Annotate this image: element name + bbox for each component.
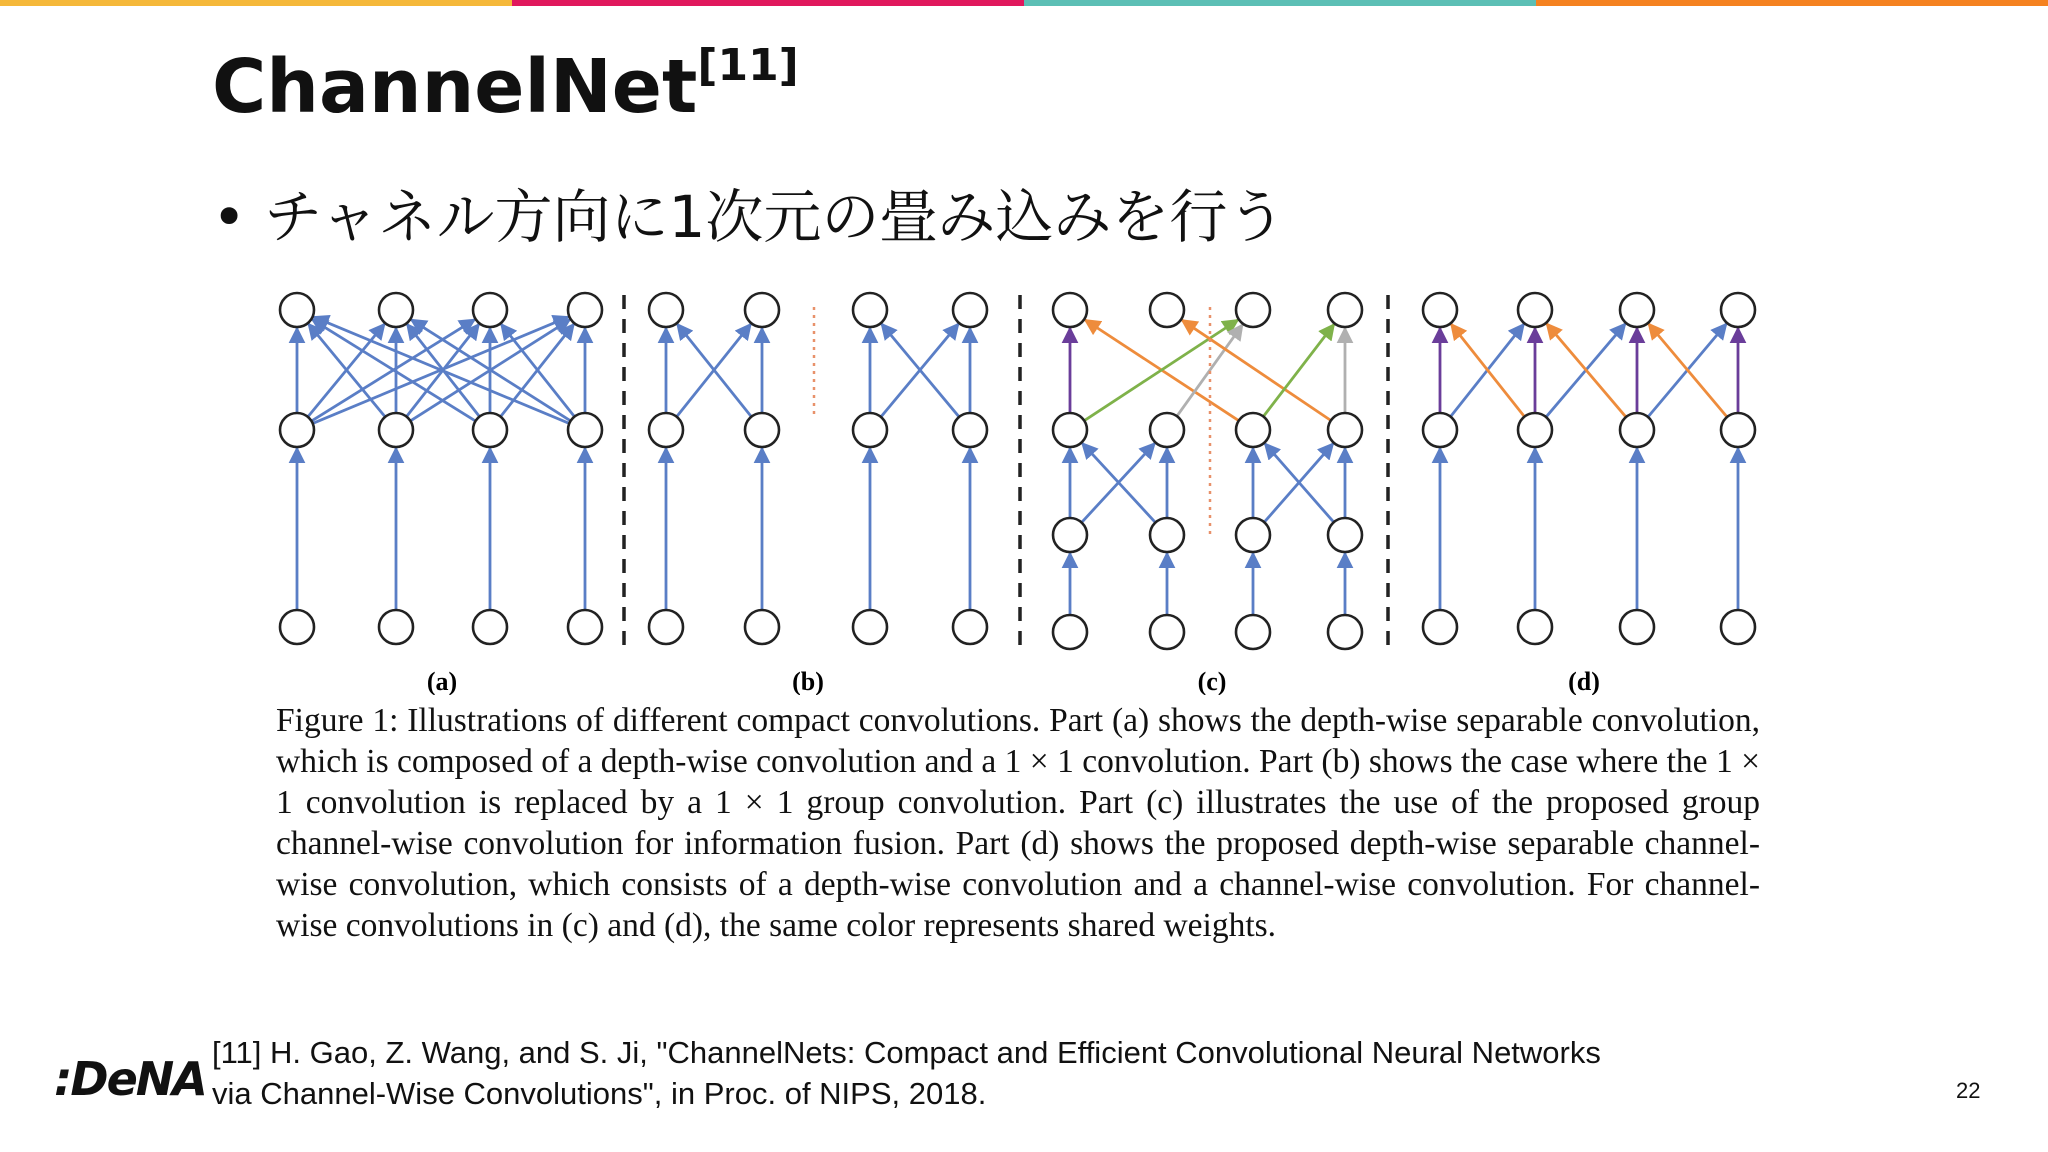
node-a-top: [473, 293, 507, 327]
node-c-low: [1053, 518, 1087, 552]
node-d-bottom: [1620, 610, 1654, 644]
top-color-stripe: [0, 0, 2048, 6]
figure-caption: Figure 1: Illustrations of different compact convolutions. Part (a) shows the depth-wise separable convolution, which is composed of a depth-wise convolution and a 1 × 1 convolution. Part (b) shows the case where the 1 × 1 convolution is replaced by a 1 × 1 group convolution. Part (c) illustrates the use of the proposed group channel-wise convolution for information fusion. Part (d) shows the proposed depth-wise separable channel-wise convolution, which consists of a depth-wise convolution and a channel-wise convolution. For channel-wise convolutions in (c) and (d), the same color represents shared weights.: [276, 702, 1760, 944]
node-a-mid: [473, 413, 507, 447]
node-a-mid: [568, 413, 602, 447]
node-c-top: [1150, 293, 1184, 327]
bullet-text: チャネル方向に1次元の畳み込みを行う: [264, 183, 1286, 251]
node-c-top: [1236, 293, 1270, 327]
node-d-bottom: [1423, 610, 1457, 644]
node-a-bottom: [473, 610, 507, 644]
node-b-top: [745, 293, 779, 327]
node-d-top: [1423, 293, 1457, 327]
node-c-mid: [1150, 413, 1184, 447]
node-b-mid: [953, 413, 987, 447]
panel-dividers: [624, 295, 1388, 645]
node-d-top: [1518, 293, 1552, 327]
node-c-low: [1236, 518, 1270, 552]
node-a-mid: [379, 413, 413, 447]
node-c-low: [1150, 518, 1184, 552]
node-c-bottom: [1053, 615, 1087, 649]
dena-logo: :DeNA: [54, 1052, 206, 1106]
node-b-mid: [853, 413, 887, 447]
node-b-bottom: [953, 610, 987, 644]
node-b-top: [649, 293, 683, 327]
node-d-mid: [1518, 413, 1552, 447]
bullet-point: [212, 170, 1285, 254]
node-b-top: [953, 293, 987, 327]
stripe-yellow: [0, 0, 512, 6]
edge-c-channelwise: [1263, 324, 1334, 416]
citation-reference: [212, 1032, 1812, 1114]
node-d-mid: [1423, 413, 1457, 447]
slide-title: [212, 40, 799, 130]
node-b-top: [853, 293, 887, 327]
panel-label-c: (c): [1197, 667, 1227, 695]
node-a-bottom: [280, 610, 314, 644]
node-c-top: [1328, 293, 1362, 327]
edge-c-channelwise: [1182, 320, 1331, 420]
reference-line-2: via Channel-Wise Convolutions", in Proc. of NIPS, 2018.: [212, 1076, 987, 1111]
convolution-diagram: [270, 275, 1770, 695]
stripe-teal: [1024, 0, 1536, 6]
node-d-mid: [1721, 413, 1755, 447]
panel-labels: [427, 667, 1600, 695]
node-a-top: [379, 293, 413, 327]
node-c-mid: [1053, 413, 1087, 447]
node-c-low: [1328, 518, 1362, 552]
slide-title-text: ChannelNet: [212, 44, 698, 130]
node-b-bottom: [853, 610, 887, 644]
node-c-mid: [1236, 413, 1270, 447]
node-d-top: [1620, 293, 1654, 327]
node-a-bottom: [568, 610, 602, 644]
node-c-bottom: [1236, 615, 1270, 649]
node-b-mid: [745, 413, 779, 447]
stripe-pink: [512, 0, 1024, 6]
slide-title-ref: [11]: [697, 40, 799, 92]
reference-line-1: [11] H. Gao, Z. Wang, and S. Ji, "ChannelNets: Compact and Efficient Convolutional Neural Networks: [212, 1035, 1601, 1070]
node-c-top: [1053, 293, 1087, 327]
node-d-mid: [1620, 413, 1654, 447]
node-a-top: [280, 293, 314, 327]
node-d-top: [1721, 293, 1755, 327]
page-number: 22: [1956, 1078, 1981, 1103]
node-d-bottom: [1721, 610, 1755, 644]
node-d-bottom: [1518, 610, 1552, 644]
node-c-bottom: [1150, 615, 1184, 649]
panel-label-d: (d): [1568, 667, 1600, 695]
node-b-bottom: [649, 610, 683, 644]
node-b-mid: [649, 413, 683, 447]
panel-label-a: (a): [426, 667, 458, 695]
diagram-edges: [297, 317, 1738, 615]
stripe-orange: [1536, 0, 2048, 6]
node-a-mid: [280, 413, 314, 447]
node-c-bottom: [1328, 615, 1362, 649]
node-b-bottom: [745, 610, 779, 644]
node-c-mid: [1328, 413, 1362, 447]
node-a-bottom: [379, 610, 413, 644]
panel-label-b: (b): [792, 667, 824, 695]
node-a-top: [568, 293, 602, 327]
bullet-dot-icon: •: [212, 183, 247, 251]
